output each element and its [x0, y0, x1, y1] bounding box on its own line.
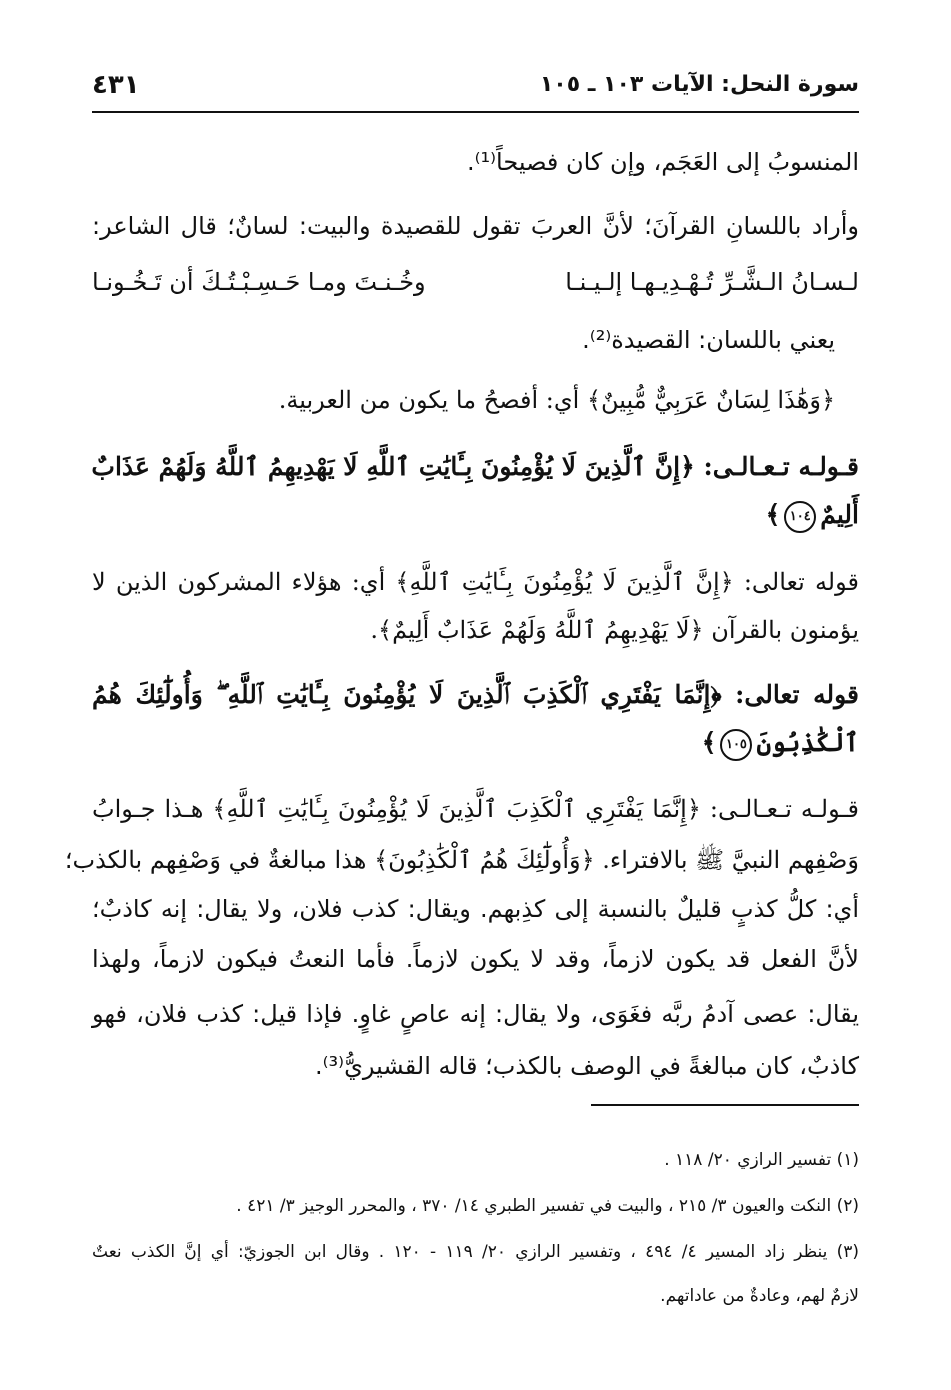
closing-bracket: ﴾ — [765, 500, 781, 529]
body-line: يؤمنون بالقرآن ﴿لَا يَهْدِيهِمُ ٱللَّهُ وَلَهُمْ عَذَابٌ أَلِيمٌ﴾. — [370, 616, 859, 644]
verse-word: ٱلْكَٰذِبُونَ — [756, 728, 859, 757]
poem-hemistich-left: وخُـنـتَ ومـا حَـسِـبْـتُـكَ أن تَـخُـونـا — [92, 268, 426, 296]
verse-number-marker: ١٠٤ — [784, 501, 816, 533]
footnote: (٣) ينظر زاد المسير ٤/ ٤٩٤ ، وتفسير الرازي ٢٠/ ١١٩ - ١٢٠ . وقال ابن الجوزيّ: أي إنَّ الكذب نعتٌ — [92, 1242, 860, 1262]
footnote-rule — [591, 1104, 859, 1106]
footnote: (١) تفسير الرازي ٢٠/ ١١٨ . — [664, 1150, 859, 1170]
body-line: ﴿وَهَٰذَا لِسَانٌ عَرَبِيٌّ مُّبِينٌ﴾ أي: أفصحُ ما يكون من العربية. — [278, 386, 835, 414]
body-line: وأراد باللسانِ القرآنَ؛ لأنَّ العربَ تقول للقصيدة والبيت: لسانٌ؛ قال الشاعر: — [92, 212, 859, 240]
body-line: يقال: عصى آدمُ ربَّه فغَوَى، ولا يقال: إنه عاصٍ غاوٍ. فإذا قيل: كذب فلان، فهو — [92, 1000, 859, 1028]
running-header — [92, 72, 859, 112]
body-line: أي: كلُّ كذبٍ قليلٌ بالنسبة إلى كذِبهم. ويقال: كذب فلان، ولا يقال: إنه كاذبٌ؛ — [92, 895, 859, 923]
verse-heading-end — [92, 500, 859, 533]
header-rule — [92, 111, 859, 113]
verse-heading: قوله تعالى: ﴿إِنَّمَا يَفْتَرِي ٱلْكَذِبَ ٱلَّذِينَ لَا يُؤْمِنُونَ بِـَٔايَٰتِ ٱللَّهِ ۖ وَأُولَٰٓئِكَ هُمُ — [92, 680, 859, 709]
closing-bracket: ﴾ — [701, 728, 717, 757]
body-line: وَصْفِهم النبيَّ ﷺ بالافتراء. ﴿وَأُولَٰٓئِكَ هُمُ ٱلْكَٰذِبُونَ﴾ هذا مبالغةٌ في وَصْفِهم بالكذب؛ — [64, 846, 859, 874]
running-title: سورة النحل: الآيات ١٠٣ ـ ١٠٥ — [539, 72, 859, 97]
poem-hemistich-right: لـسـانُ الـشَّـرِّ تُـهْـدِيـهـا إلـيـنـا — [565, 268, 859, 296]
footnote: (٢) النكت والعيون ٣/ ٢١٥ ، والبيت في تفسير الطبري ١٤/ ٣٧٠ ، والمحرر الوجيز ٣/ ٤٢١ . — [236, 1196, 859, 1216]
body-line: المنسوبُ إلى العَجَم، وإن كان فصيحاً⁽¹⁾. — [466, 148, 859, 176]
body-line: قـولـه تـعـالـى: ﴿إِنَّمَا يَفْتَرِي ٱلْكَذِبَ ٱلَّذِينَ لَا يُؤْمِنُونَ بِـَٔايَٰتِ ٱللَّهِ﴾ هـذا جـوابُ — [92, 795, 859, 823]
verse-number-marker: ١٠٥ — [720, 729, 752, 761]
body-line: كاذبٌ، كان مبالغةً في الوصف بالكذب؛ قاله القشيريُّ⁽³⁾. — [315, 1052, 859, 1080]
verse-heading: قـولـه تـعـالـى: ﴿إِنَّ ٱلَّذِينَ لَا يُؤْمِنُونَ بِـَٔايَٰتِ ٱللَّهِ لَا يَهْدِيهِمُ ٱللَّهُ وَلَهُمْ عَذَابٌ — [91, 452, 859, 481]
body-line: قوله تعالى: ﴿إِنَّ ٱلَّذِينَ لَا يُؤْمِنُونَ بِـَٔايَٰتِ ٱللَّهِ﴾ أي: هؤلاء المشركون الذين لا — [92, 568, 859, 596]
verse-heading-end — [92, 728, 859, 761]
body-line: لأنَّ الفعل قد يكون لازماً، وقد لا يكون لازماً. فأما النعتُ فيكون لازماً، ولهذا — [92, 945, 859, 973]
page-number: ٤٣١ — [92, 70, 140, 100]
verse-word: أَلِيمٌ — [820, 500, 859, 529]
footnote: لازمٌ لهم، وعادةٌ من عاداتهم. — [660, 1286, 859, 1306]
body-line: يعني باللسان: القصيدة⁽²⁾. — [582, 326, 835, 354]
